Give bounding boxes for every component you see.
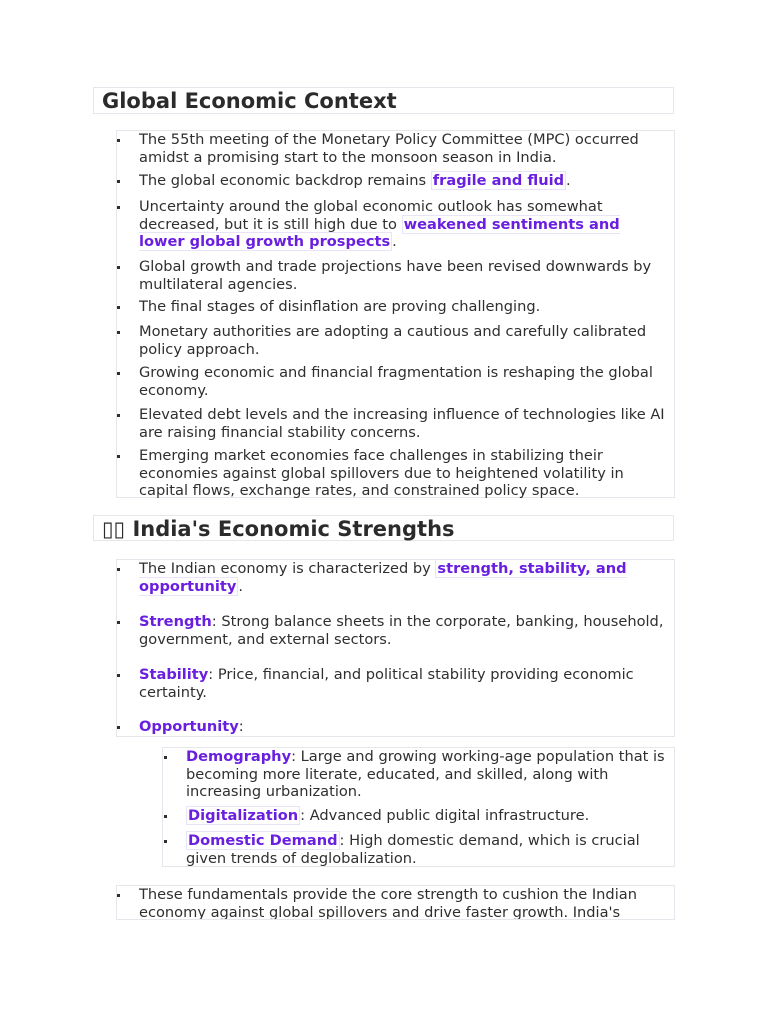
closing-list (116, 885, 675, 920)
list-item: Uncertainty around the global economic outlook has somewhat decreased, but it is still high due to weakened sentiments and lower global growth prospects . (139, 198, 668, 251)
list-item: The global economic backdrop remains fragile and fluid . (139, 172, 668, 190)
list-item: Global growth and trade projections have been revised downwards by multilateral agencies. (139, 258, 668, 293)
section-heading-india-strengths (93, 515, 674, 541)
list-item: The 55th meeting of the Monetary Policy Committee (MPC) occurred amidst a promising start to the monsoon season in India. (139, 131, 668, 166)
list-item: These fundamentals provide the core strength to cushion the Indian economy against global spillovers and drive faster growth. India's (139, 886, 668, 920)
list-item: Monetary authorities are adopting a cautious and carefully calibrated policy approach. (139, 323, 668, 358)
list-item: The final stages of disinflation are proving challenging. (139, 298, 668, 316)
highlight-text: Digitalization (188, 807, 299, 824)
highlight-text: weakened sentiments and lower global growth prospects (139, 215, 620, 250)
section-title: Global Economic Context (102, 89, 397, 113)
list-item: Stability: Price, financial, and political stability providing economic certainty. (139, 666, 668, 701)
list-item: Growing economic and financial fragmentation is reshaping the global economy. (139, 364, 668, 399)
india-strengths-list (116, 559, 675, 737)
highlight-text: Domestic Demand (188, 832, 338, 849)
list-item: Elevated debt levels and the increasing influence of technologies like AI are raising financial stability concerns. (139, 406, 668, 441)
list-item: Digitalization : Advanced public digital infrastructure. (186, 807, 668, 825)
list-item: Domestic Demand : High domestic demand, which is crucial given trends of deglobalization. (186, 832, 668, 867)
highlight-text: fragile and fluid (432, 172, 565, 189)
highlight-text: Strength (139, 613, 212, 630)
india-flag-icon: ▯▯ (102, 517, 126, 541)
section-heading-global-context (93, 87, 674, 114)
global-context-list (116, 130, 675, 498)
highlight-text: strength, stability, and opportunity (139, 560, 627, 595)
list-item: Strength: Strong balance sheets in the corporate, banking, household, government, and external sectors. (139, 613, 668, 648)
section-title: India's Economic Strengths (132, 517, 455, 541)
list-item: Emerging market economies face challenges in stabilizing their economies against global spillovers due to heightened volatility in capital flows, exchange rates, and constrained policy space. (139, 447, 668, 500)
list-item: The Indian economy is characterized by strength, stability, and opportunity . (139, 560, 668, 595)
list-item: Opportunity: (139, 718, 668, 736)
list-item: Demography: Large and growing working-age population that is becoming more literate, educated, and skilled, along with increasing urbanization. (186, 748, 668, 801)
highlight-text: Stability (139, 666, 209, 683)
highlight-text: Demography (186, 748, 292, 765)
highlight-text: Opportunity (139, 718, 239, 735)
opportunity-sub-list (162, 747, 675, 867)
